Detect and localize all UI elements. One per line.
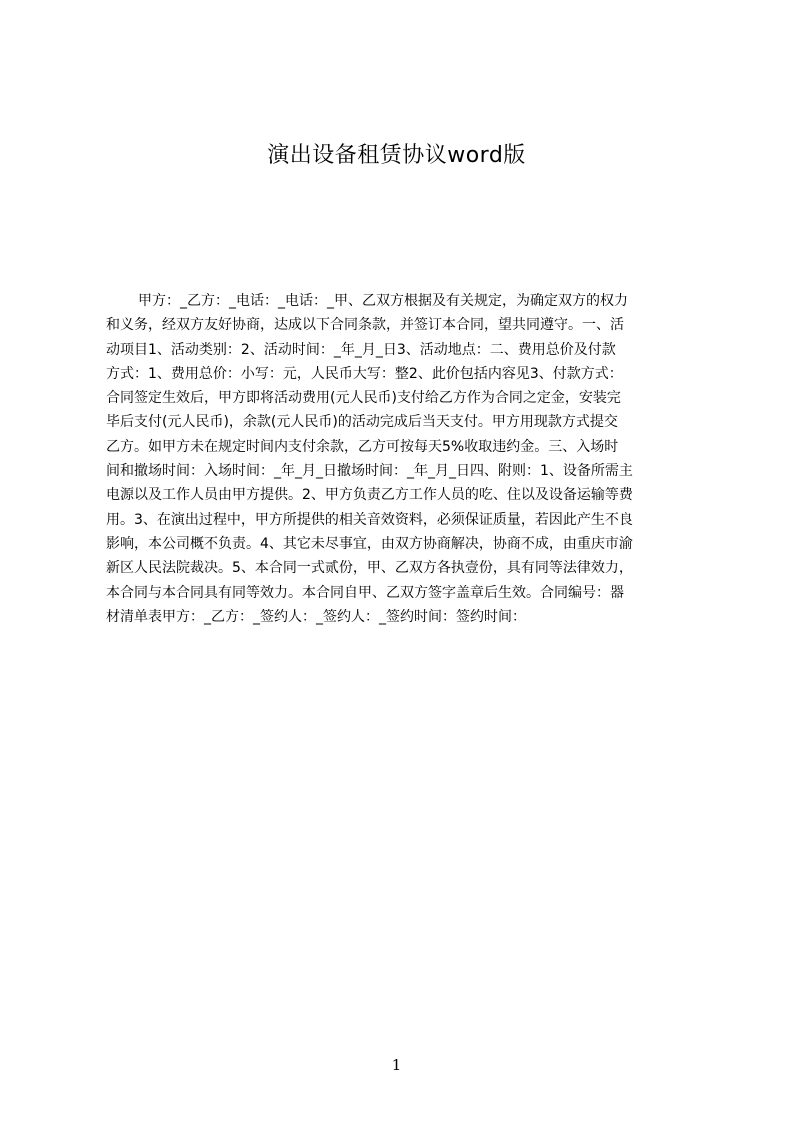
body-line: 动项目1、活动类别：2、活动时间：_年_月_日3、活动地点：二、费用总价及付款 [106, 341, 616, 358]
body-line: 毕后支付(元人民币)，余款(元人民币)的活动完成后当天支付。甲方用现款方式提交 [106, 414, 618, 431]
body-line: 本合同与本合同具有同等效力。本合同自甲、乙双方签字盖章后生效。合同编号：器 [106, 584, 624, 601]
body-line: 材清单表甲方：_乙方：_签约人：_签约人：_签约时间：签约时间： [106, 608, 526, 625]
body-line: 方式：1、费用总价：小写：元，人民币大写：整2、此价包括内容见3、付款方式： [106, 365, 623, 382]
body-line: 新区人民法院裁决。5、本合同一式贰份，甲、乙双方各执壹份，具有同等法律效力， [106, 560, 633, 577]
body-line: 影响，本公司概不负责。4、其它未尽事宜，由双方协商解决，协商不成，由重庆市渝 [106, 535, 633, 552]
contract-body [106, 289, 699, 629]
body-line: 乙方。如甲方未在规定时间内支付余款，乙方可按每天5%收取违约金。三、入场时 [106, 438, 619, 455]
document-title: 演出设备租赁协议word版 [267, 143, 526, 168]
body-line: 用。3、在演出过程中，甲方所提供的相关音效资料，必须保证质量，若因此产生不良 [106, 511, 633, 528]
body-line: 甲方：_乙方：_电话：_电话：_甲、乙双方根据及有关规定，为确定双方的权力 [138, 293, 628, 309]
body-line: 和义务，经双方友好协商，达成以下合同条款，并签订本合同，望共同遵守。一、活 [106, 317, 624, 334]
body-line: 合同签定生效后，甲方即将活动费用(元人民币)支付给乙方作为合同之定金，安装完 [106, 390, 621, 407]
body-line: 电源以及工作人员由甲方提供。2、甲方负责乙方工作人员的吃、住以及设备运输等费 [106, 487, 633, 504]
page-number: 1 [391, 1056, 402, 1074]
body-line: 间和撤场时间：入场时间：_年_月_日撤场时间：_年_月_日四、附则：1、设备所需主 [106, 463, 633, 480]
